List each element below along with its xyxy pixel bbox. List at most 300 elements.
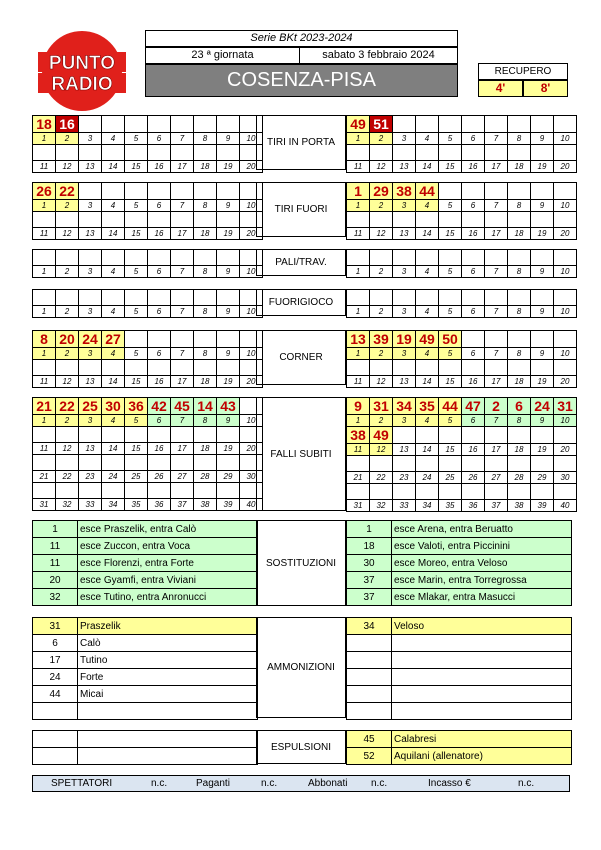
stat-cell: [171, 360, 194, 376]
list-text: Calò: [78, 635, 258, 652]
date-label: sabato 3 febbraio 2024: [299, 47, 458, 64]
cell-index: 2: [370, 415, 393, 427]
stat-cell: [102, 250, 125, 266]
tiri-fuori-label: TIRI FUORI: [256, 182, 346, 237]
svg-text:RADIO: RADIO: [51, 74, 113, 95]
stat-cell: [79, 483, 102, 499]
list-row: [347, 589, 572, 606]
stat-cell: [462, 183, 485, 200]
cell-index: 9: [531, 200, 554, 212]
list-row: [347, 618, 572, 635]
cell-index: 7: [171, 133, 194, 145]
cell-index: 8: [508, 348, 531, 360]
stat-cell: [56, 427, 79, 443]
stat-cell: 49: [416, 331, 439, 348]
stat-cell: [125, 455, 148, 471]
cell-index: 1: [347, 266, 370, 278]
cell-index: 10: [240, 348, 263, 360]
list-text: Calabresi: [392, 731, 572, 748]
stat-cell: [531, 427, 554, 444]
cell-index: 40: [554, 500, 577, 512]
stat-cell: [416, 250, 439, 266]
cell-index: 15: [439, 161, 462, 173]
cell-index: 8: [194, 306, 217, 318]
stat-cell: 31: [370, 398, 393, 415]
stat-cell: [393, 360, 416, 376]
stat-cell: 30: [102, 398, 125, 415]
list-row: [347, 521, 572, 538]
serie-label: Serie BKt 2023-2024: [145, 30, 458, 47]
cell-index: 4: [416, 133, 439, 145]
cell-index: 34: [102, 499, 125, 511]
stat-cell: [347, 484, 370, 500]
stat-cell: [217, 455, 240, 471]
cell-index: 1: [347, 415, 370, 427]
ammonizioni-home-table: [32, 617, 258, 720]
cell-index: 17: [485, 444, 508, 456]
stat-cell: [554, 290, 577, 306]
stat-cell: [370, 290, 393, 306]
cell-index: 4: [416, 266, 439, 278]
stat-cell: 47: [462, 398, 485, 415]
abbonati-label: Abbonati: [308, 778, 348, 789]
stat-cell: [347, 250, 370, 266]
cell-index: 14: [416, 376, 439, 388]
stat-cell: [416, 427, 439, 444]
cell-index: 18: [508, 228, 531, 240]
stat-cell: 49: [347, 116, 370, 133]
stat-cell: [485, 331, 508, 348]
list-minute: [347, 703, 392, 720]
tiri-fuori-away-grid: [346, 182, 577, 240]
cell-index: 22: [370, 472, 393, 484]
cell-index: 9: [217, 306, 240, 318]
cell-index: 9: [531, 306, 554, 318]
falli-home-grid: [32, 397, 263, 511]
stat-cell: [79, 455, 102, 471]
cell-index: 5: [125, 133, 148, 145]
cell-index: 2: [56, 133, 79, 145]
list-row: [347, 572, 572, 589]
espulsioni-home-table: [32, 730, 258, 765]
stat-cell: [370, 250, 393, 266]
list-row: [33, 521, 258, 538]
stat-cell: [33, 290, 56, 306]
cell-index: 2: [56, 415, 79, 427]
cell-index: 6: [462, 133, 485, 145]
cell-index: 7: [485, 415, 508, 427]
cell-index: 15: [439, 376, 462, 388]
stat-cell: [531, 360, 554, 376]
list-text: [392, 669, 572, 686]
cell-index: 14: [102, 228, 125, 240]
cell-index: 6: [462, 415, 485, 427]
cell-index: 2: [370, 348, 393, 360]
cell-index: 9: [217, 200, 240, 212]
cell-index: 13: [393, 161, 416, 173]
cell-index: 31: [33, 499, 56, 511]
list-row: [347, 635, 572, 652]
list-minute: 11: [33, 538, 78, 555]
cell-index: 19: [531, 376, 554, 388]
cell-index: 13: [79, 161, 102, 173]
cell-index: 25: [125, 471, 148, 483]
list-row: [33, 618, 258, 635]
stat-cell: 13: [347, 331, 370, 348]
list-minute: 6: [33, 635, 78, 652]
list-minute: 30: [347, 555, 392, 572]
list-minute: 37: [347, 589, 392, 606]
cell-index: 8: [508, 415, 531, 427]
cell-index: 21: [347, 472, 370, 484]
cell-index: 6: [148, 133, 171, 145]
stat-cell: [102, 212, 125, 228]
corner-away-grid: [346, 330, 577, 388]
stat-cell: [508, 360, 531, 376]
cell-index: 13: [79, 376, 102, 388]
cell-index: 3: [393, 348, 416, 360]
stat-cell: 14: [194, 398, 217, 415]
list-row: [347, 652, 572, 669]
stat-cell: [56, 145, 79, 161]
stat-cell: [462, 212, 485, 228]
stat-cell: [439, 145, 462, 161]
stat-cell: [531, 116, 554, 133]
stat-cell: [125, 183, 148, 200]
stat-cell: [554, 484, 577, 500]
tiri-in-porta-home-grid: [32, 115, 263, 173]
cell-index: 16: [462, 161, 485, 173]
cell-index: 6: [462, 306, 485, 318]
cell-index: 27: [171, 471, 194, 483]
stat-cell: [56, 483, 79, 499]
cell-index: 17: [485, 161, 508, 173]
cell-index: 8: [194, 133, 217, 145]
list-text: Forte: [78, 669, 258, 686]
cell-index: 5: [439, 306, 462, 318]
stat-cell: [554, 427, 577, 444]
stat-cell: [194, 360, 217, 376]
cell-index: 5: [125, 200, 148, 212]
list-text: Tutino: [78, 652, 258, 669]
incasso-label: Incasso €: [428, 778, 471, 789]
cell-index: 35: [125, 499, 148, 511]
stat-cell: [217, 116, 240, 133]
stat-cell: [347, 212, 370, 228]
cell-index: 38: [508, 500, 531, 512]
stat-cell: [56, 360, 79, 376]
cell-index: 1: [347, 348, 370, 360]
cell-index: 8: [194, 415, 217, 427]
cell-index: 14: [416, 228, 439, 240]
stat-cell: [347, 360, 370, 376]
stat-cell: [171, 145, 194, 161]
cell-index: 8: [508, 133, 531, 145]
cell-index: 23: [79, 471, 102, 483]
stat-cell: [370, 360, 393, 376]
cell-index: 10: [240, 306, 263, 318]
cell-index: 6: [462, 266, 485, 278]
cell-index: 3: [79, 200, 102, 212]
espulsioni-label: ESPULSIONI: [256, 730, 346, 764]
svg-text:PUNTO: PUNTO: [48, 53, 116, 74]
stat-cell: [531, 250, 554, 266]
cell-index: 32: [370, 500, 393, 512]
stat-cell: [439, 183, 462, 200]
cell-index: 19: [531, 444, 554, 456]
stat-cell: [125, 212, 148, 228]
cell-index: 20: [240, 228, 263, 240]
cell-index: 12: [370, 161, 393, 173]
cell-index: 4: [102, 133, 125, 145]
cell-index: 24: [416, 472, 439, 484]
cell-index: 1: [33, 415, 56, 427]
stat-cell: [102, 455, 125, 471]
cell-index: 36: [148, 499, 171, 511]
cell-index: 7: [485, 133, 508, 145]
match-title: COSENZA-PISA: [145, 64, 458, 97]
cell-index: 6: [462, 200, 485, 212]
stat-cell: [554, 145, 577, 161]
stat-cell: [462, 145, 485, 161]
cell-index: 5: [125, 348, 148, 360]
cell-index: 11: [347, 444, 370, 456]
list-minute: [33, 731, 78, 748]
stat-cell: [370, 212, 393, 228]
stat-cell: [148, 116, 171, 133]
stat-cell: [439, 456, 462, 472]
cell-index: 20: [554, 228, 577, 240]
stat-cell: [439, 212, 462, 228]
cell-index: 16: [462, 376, 485, 388]
recupero-second-half: 8': [523, 80, 568, 97]
list-minute: 1: [347, 521, 392, 538]
cell-index: 27: [485, 472, 508, 484]
cell-index: 5: [439, 266, 462, 278]
list-row: [33, 686, 258, 703]
stat-cell: [462, 360, 485, 376]
cell-index: 2: [370, 200, 393, 212]
cell-index: 10: [240, 415, 263, 427]
stat-cell: 6: [508, 398, 531, 415]
stat-cell: [508, 290, 531, 306]
list-text: esce Zuccon, entra Voca: [78, 538, 258, 555]
stat-cell: [102, 360, 125, 376]
stat-cell: 35: [416, 398, 439, 415]
cell-index: 1: [33, 306, 56, 318]
cell-index: 4: [416, 348, 439, 360]
cell-index: 5: [439, 133, 462, 145]
cell-index: 40: [240, 499, 263, 511]
stat-cell: [125, 483, 148, 499]
cell-index: 25: [439, 472, 462, 484]
stat-cell: [56, 455, 79, 471]
list-text: [392, 635, 572, 652]
cell-index: 17: [171, 161, 194, 173]
stat-cell: [508, 427, 531, 444]
stat-cell: [416, 290, 439, 306]
list-minute: 24: [33, 669, 78, 686]
stat-cell: [531, 484, 554, 500]
stat-cell: [125, 145, 148, 161]
list-text: esce Gyamfi, entra Viviani: [78, 572, 258, 589]
stat-cell: [439, 290, 462, 306]
stat-cell: 16: [56, 116, 79, 133]
stat-cell: 21: [33, 398, 56, 415]
cell-index: 14: [102, 161, 125, 173]
cell-index: 3: [393, 306, 416, 318]
cell-index: 4: [416, 306, 439, 318]
cell-index: 4: [102, 348, 125, 360]
stat-cell: [171, 183, 194, 200]
cell-index: 18: [194, 228, 217, 240]
stat-cell: 34: [393, 398, 416, 415]
stat-cell: [416, 116, 439, 133]
spettatori-label: SPETTATORI: [51, 778, 113, 789]
stat-cell: [485, 427, 508, 444]
list-row: [347, 669, 572, 686]
stat-cell: [194, 290, 217, 306]
stat-cell: [171, 427, 194, 443]
list-text: esce Tutino, entra Anronucci: [78, 589, 258, 606]
cell-index: 14: [416, 161, 439, 173]
cell-index: 9: [217, 266, 240, 278]
tiri-fuori-home-grid: [32, 182, 263, 240]
cell-index: 18: [194, 161, 217, 173]
stat-cell: [462, 116, 485, 133]
cell-index: 16: [462, 444, 485, 456]
stat-cell: 50: [439, 331, 462, 348]
stat-cell: [508, 116, 531, 133]
cell-index: 13: [393, 228, 416, 240]
cell-index: 16: [148, 443, 171, 455]
cell-index: 4: [102, 200, 125, 212]
cell-index: 9: [531, 415, 554, 427]
stat-cell: [217, 331, 240, 348]
stat-cell: [393, 250, 416, 266]
tiri-in-porta-label: TIRI IN PORTA: [256, 115, 346, 170]
cell-index: 11: [33, 376, 56, 388]
stat-cell: [508, 183, 531, 200]
stat-cell: [33, 145, 56, 161]
stat-cell: 2: [485, 398, 508, 415]
cell-index: 7: [485, 306, 508, 318]
cell-index: 7: [485, 200, 508, 212]
cell-index: 1: [33, 133, 56, 145]
stat-cell: [194, 183, 217, 200]
stat-cell: [485, 116, 508, 133]
stat-cell: 45: [171, 398, 194, 415]
list-minute: 45: [347, 731, 392, 748]
stat-cell: [531, 145, 554, 161]
list-minute: [347, 652, 392, 669]
cell-index: 30: [554, 472, 577, 484]
fuorigioco-label: FUORIGIOCO: [256, 289, 346, 316]
cell-index: 39: [531, 500, 554, 512]
stat-cell: [393, 116, 416, 133]
list-text: esce Praszelik, entra Calò: [78, 521, 258, 538]
list-minute: [347, 686, 392, 703]
stat-cell: [194, 427, 217, 443]
cell-index: 10: [554, 306, 577, 318]
list-minute: 34: [347, 618, 392, 635]
cell-index: 5: [125, 266, 148, 278]
stat-cell: [393, 290, 416, 306]
stat-cell: [79, 212, 102, 228]
stat-cell: [171, 331, 194, 348]
stat-cell: [416, 456, 439, 472]
list-text: [78, 731, 258, 748]
cell-index: 4: [416, 200, 439, 212]
list-row: [33, 635, 258, 652]
cell-index: 11: [347, 376, 370, 388]
cell-index: 1: [347, 306, 370, 318]
corner-label: CORNER: [256, 330, 346, 385]
stat-cell: 44: [439, 398, 462, 415]
stat-cell: 49: [370, 427, 393, 444]
stat-cell: 22: [56, 398, 79, 415]
list-text: [392, 686, 572, 703]
stat-cell: [531, 331, 554, 348]
stat-cell: [508, 456, 531, 472]
abbonati-value: n.c.: [371, 778, 388, 789]
stat-cell: [462, 331, 485, 348]
cell-index: 2: [370, 306, 393, 318]
cell-index: 8: [194, 200, 217, 212]
stat-cell: 8: [33, 331, 56, 348]
stat-cell: [56, 290, 79, 306]
cell-index: 37: [485, 500, 508, 512]
cell-index: 20: [554, 376, 577, 388]
stat-cell: [439, 484, 462, 500]
cell-index: 7: [485, 266, 508, 278]
list-minute: 32: [33, 589, 78, 606]
stat-cell: [56, 212, 79, 228]
stat-cell: [416, 212, 439, 228]
cell-index: 1: [33, 200, 56, 212]
cell-index: 38: [194, 499, 217, 511]
stat-cell: [485, 360, 508, 376]
stat-cell: [148, 250, 171, 266]
cell-index: 15: [125, 228, 148, 240]
list-minute: 44: [33, 686, 78, 703]
cell-index: 12: [370, 376, 393, 388]
corner-home-grid: [32, 330, 263, 388]
cell-index: 10: [554, 200, 577, 212]
stat-cell: [148, 183, 171, 200]
stat-cell: [148, 145, 171, 161]
cell-index: 36: [462, 500, 485, 512]
stat-cell: [485, 145, 508, 161]
cell-index: 13: [393, 444, 416, 456]
cell-index: 3: [79, 348, 102, 360]
cell-index: 7: [171, 200, 194, 212]
list-row: [33, 589, 258, 606]
stat-cell: [194, 145, 217, 161]
cell-index: 9: [531, 133, 554, 145]
stat-cell: [462, 427, 485, 444]
stat-cell: [194, 483, 217, 499]
list-row: [347, 555, 572, 572]
list-text: esce Marin, entra Torregrossa: [392, 572, 572, 589]
stat-cell: [171, 483, 194, 499]
pali-label: PALI/TRAV.: [256, 249, 346, 276]
stat-cell: [508, 145, 531, 161]
cell-index: 17: [171, 443, 194, 455]
paganti-value: n.c.: [261, 778, 278, 789]
cell-index: 32: [56, 499, 79, 511]
stat-cell: [217, 145, 240, 161]
